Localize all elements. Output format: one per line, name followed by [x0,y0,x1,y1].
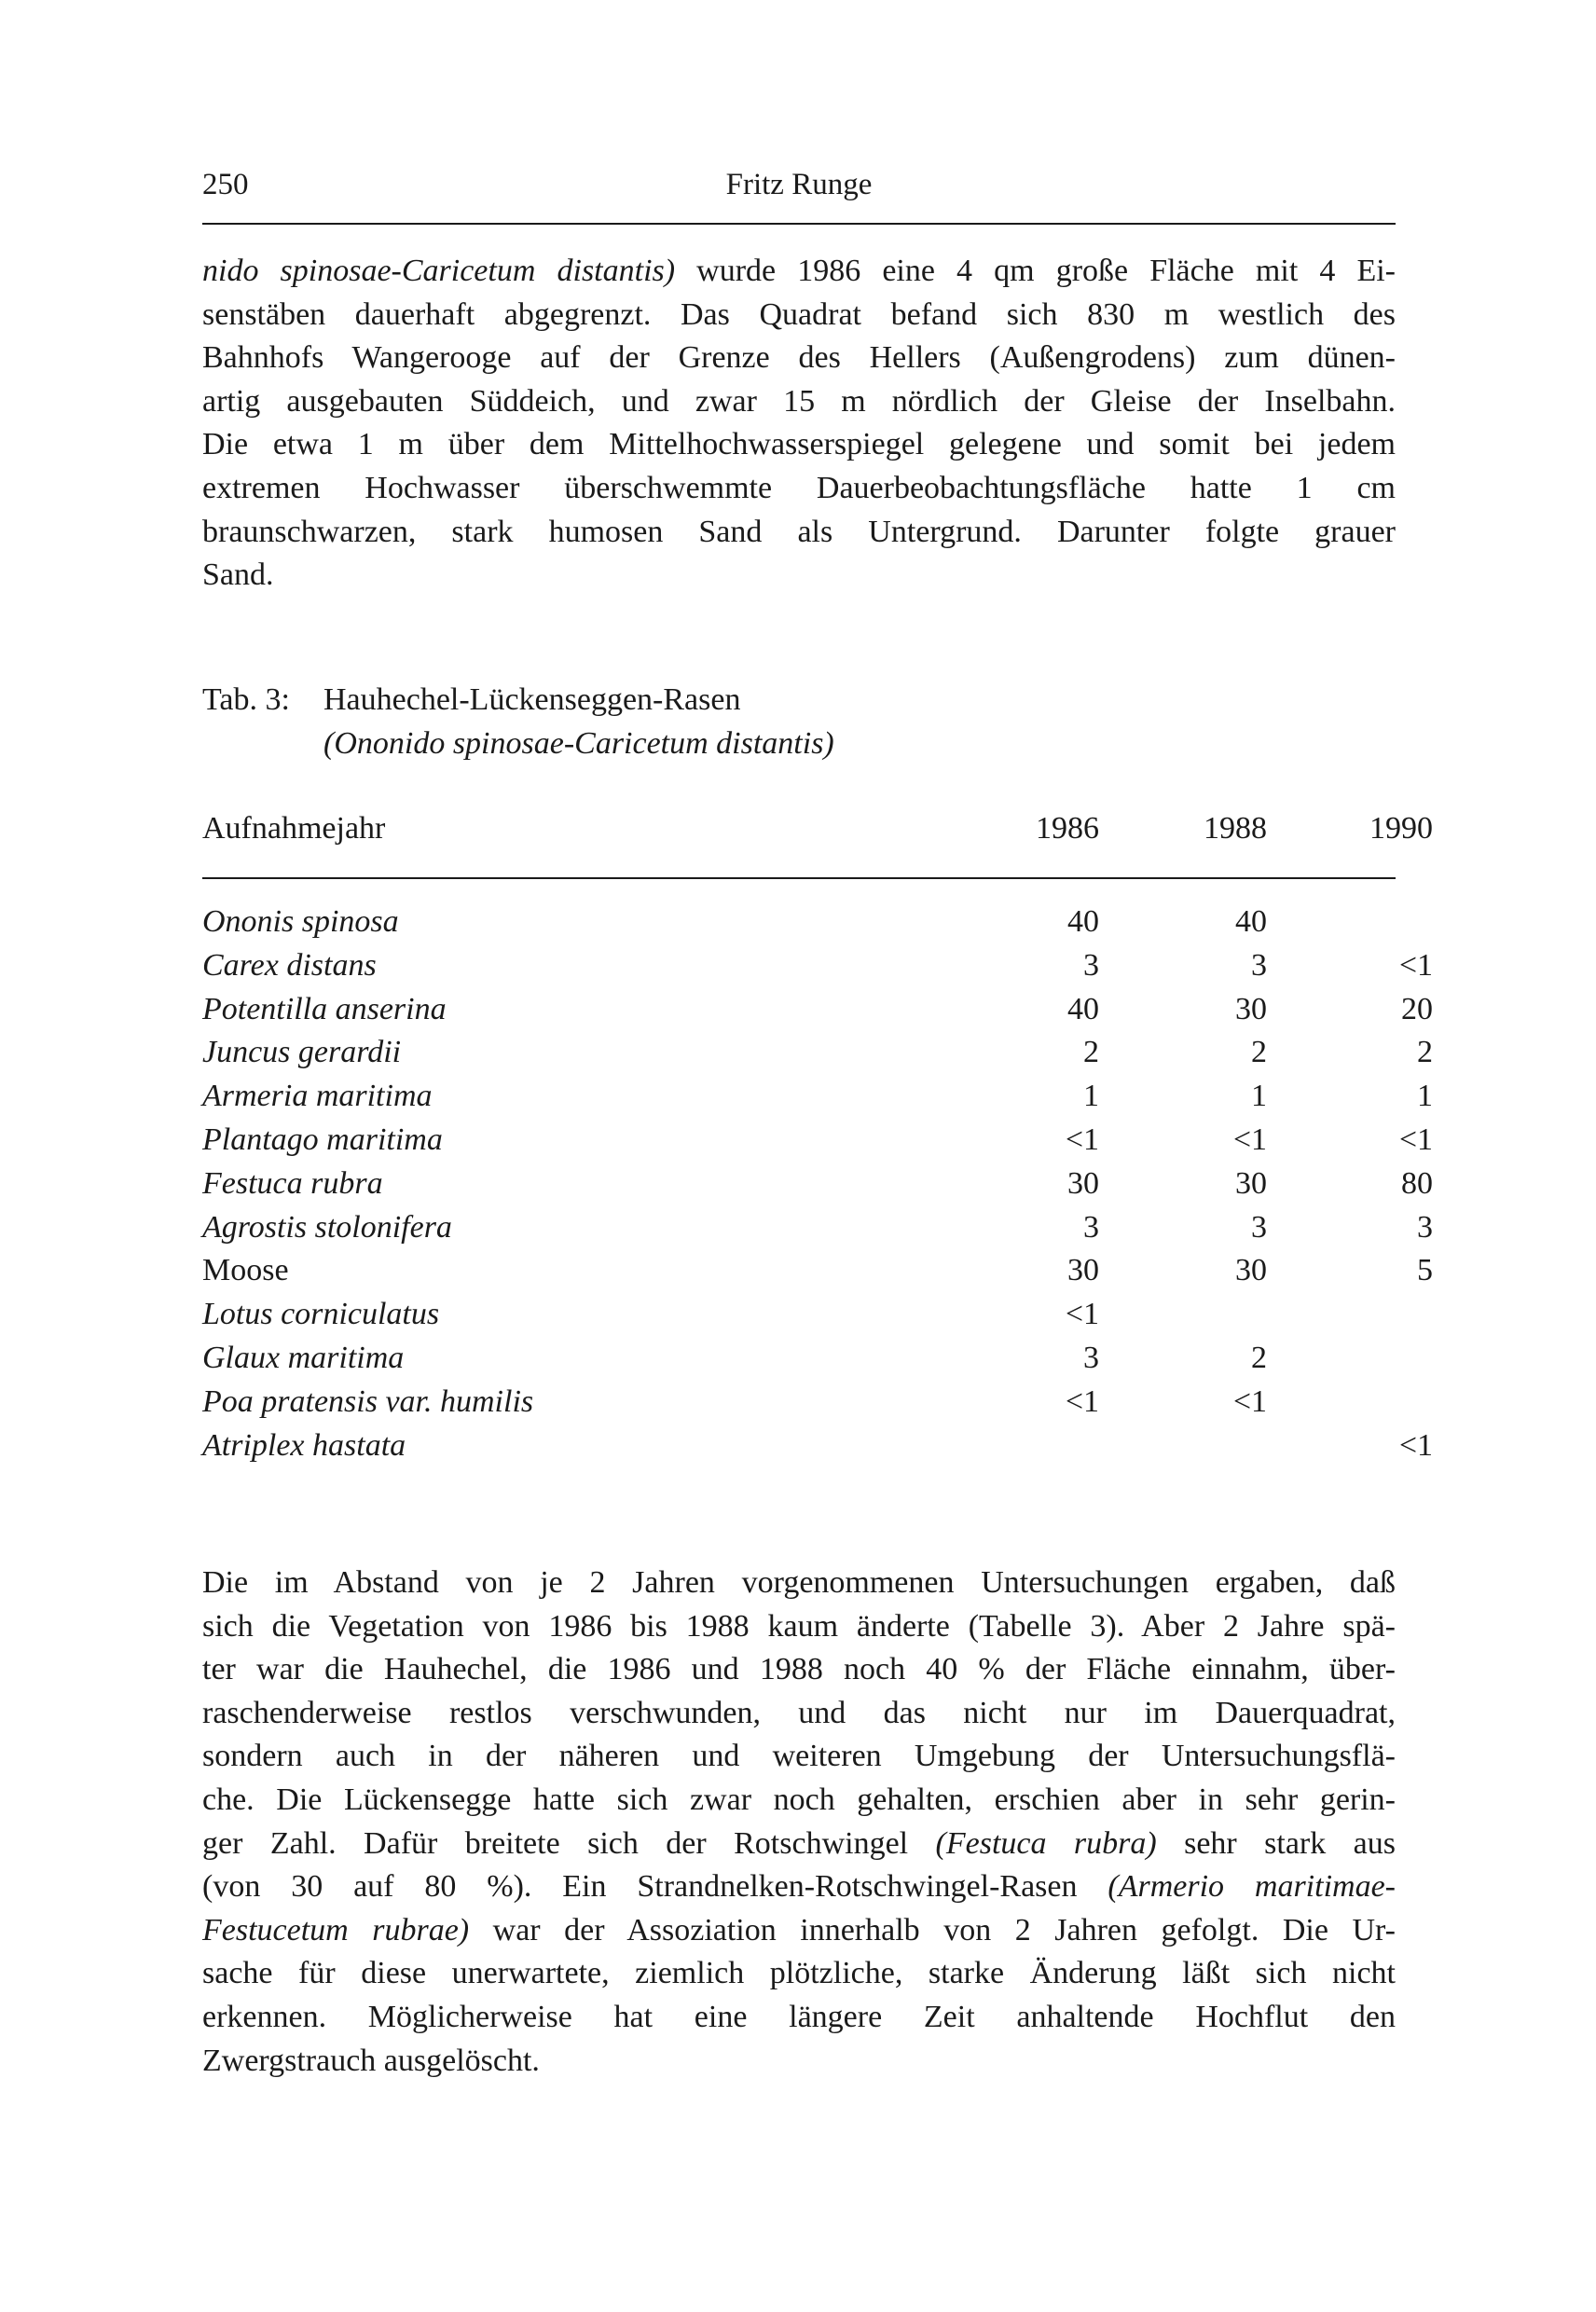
text-run: sich die Vegetation von 1986 bis 1988 kaum änderte (Tabelle 3). Aber 2 Jahre spä- [202,1608,1396,1644]
table-row [202,1427,1433,1472]
cover-value: 40 [1067,991,1099,1026]
cover-value: 40 [1067,904,1099,939]
text-line [202,1605,1396,1649]
text-line [202,337,1396,380]
cover-value: 1 [1251,1079,1267,1114]
species-name: Plantago maritima [202,1122,443,1157]
species-name: Juncus gerardii [202,1035,402,1070]
table-header-year: 1988 [1204,811,1267,846]
cover-value: 40 [1235,904,1267,939]
text-run: sondern auch in der näheren und weiteren Umgebung der Untersuchungsflä- [202,1739,1396,1774]
text-line [202,423,1396,467]
cover-value: 3 [1251,947,1267,983]
cover-value: 2 [1251,1035,1267,1070]
cover-value: 3 [1083,1341,1099,1375]
cover-value: 5 [1417,1253,1433,1288]
table-caption-title: Hauhechel-Lückenseggen-Rasen [323,682,741,717]
text-run: ter war die Hauhechel, die 1986 und 1988 noch 40 % der Fläche einnahm, über- [202,1652,1396,1687]
text-run: (von 30 auf 80 %). Ein Strandnelken-Rotschwingel-Rasen [202,1869,1108,1905]
text-run: Sand. [202,557,274,593]
table-row [202,1122,1433,1166]
table-row [202,904,1396,948]
text-line [202,1692,1396,1736]
text-line [202,1952,1396,1996]
italic-term: (Festuca rubra) [935,1825,1157,1861]
text-run: braunschwarzen, stark humosen Sand als Untergrund. Darunter folgte grauer [202,514,1396,549]
cover-value: 2 [1251,1341,1267,1375]
italic-term: nido spinosae-Caricetum distantis) [202,254,676,288]
cover-value: <1 [1398,1427,1433,1463]
species-name: Glaux maritima [202,1341,405,1375]
table-header-year: 1990 [1369,811,1433,846]
cover-value: 80 [1401,1165,1433,1201]
cover-value: 1 [1083,1079,1099,1114]
cover-value: 3 [1083,1209,1099,1245]
running-head-author: Fritz Runge [725,168,873,201]
table-row [202,1035,1433,1079]
text-run: Bahnhofs Wangerooge auf der Grenze des Hellers (Außengrodens) zum dünen- [202,340,1396,376]
table-row [202,947,1433,992]
cover-value: 30 [1235,991,1267,1026]
text-line [202,1735,1396,1779]
cover-value: 3 [1251,1209,1267,1245]
cover-value: 3 [1417,1209,1433,1245]
text-line [202,1909,1396,1953]
cover-value: 30 [1067,1165,1099,1201]
text-run: sache für diese unerwartete, ziemlich plötzliche, starke Änderung läßt sich nicht [202,1956,1396,1991]
cover-value: <1 [1232,1383,1267,1419]
cover-value: <1 [1065,1297,1099,1332]
text-run: senstäben dauerhaft abgegrenzt. Das Quadrat befand sich 830 m westlich des [202,296,1396,332]
cover-value: <1 [1398,1122,1433,1157]
italic-term: (Armerio maritimae- [1108,1869,1396,1905]
text-line [202,2040,1396,2084]
species-name: Armeria maritima [202,1079,433,1114]
text-line [202,1996,1396,2040]
text-line [202,380,1396,424]
text-line [202,1865,1396,1909]
species-name: Festuca rubra [202,1165,383,1201]
table-row [202,1384,1396,1428]
table-header-year: 1986 [1036,811,1099,846]
cover-value: <1 [1065,1383,1099,1419]
table-caption-label: Tab. 3: [202,682,290,717]
italic-term: Festucetum rubrae) [202,1912,470,1947]
cover-value: 1 [1417,1079,1433,1114]
paragraph-discussion [202,1562,1396,2083]
species-name: Moose [202,1253,289,1288]
cover-value: 30 [1067,1253,1099,1288]
table-header-label: Aufnahmejahr [202,811,386,846]
cover-value: 20 [1401,991,1433,1026]
text-run: che. Die Lückensegge hatte sich zwar noch gehalten, erschien aber in sehr gerin- [202,1782,1396,1817]
text-run: war der Assoziation innerhalb von 2 Jahren gefolgt. Die Ur- [469,1912,1396,1947]
table-caption-subtitle: (Ononido spinosae-Caricetum distantis) [323,726,834,761]
text-line [202,1648,1396,1692]
cover-value: 30 [1235,1253,1267,1288]
text-line [202,554,1396,598]
table-row [202,1297,1396,1341]
text-run: Die etwa 1 m über dem Mittelhochwasserspiegel gelegene und somit bei jedem [202,427,1396,462]
table-row [202,991,1433,1036]
paragraph-intro [202,250,1396,598]
table-row [202,1165,1433,1210]
table-header-rule [202,877,1396,879]
table-row [202,1253,1433,1297]
text-line [202,1779,1396,1823]
text-line [202,294,1396,337]
cover-value: 3 [1083,947,1099,983]
text-line [202,511,1396,555]
species-name: Lotus corniculatus [202,1297,440,1332]
cover-value: 2 [1417,1035,1433,1070]
text-run: Die im Abstand von je 2 Jahren vorgenommenen Untersuchungen ergaben, daß [202,1565,1396,1600]
species-name: Poa pratensis var. humilis [202,1383,534,1419]
text-run: ger Zahl. Dafür breitete sich der Rotschwingel [202,1825,936,1861]
text-run: extremen Hochwasser überschwemmte Dauerbeobachtungsfläche hatte 1 cm [202,470,1396,505]
table-row [202,1341,1396,1384]
table-row [202,1079,1433,1122]
text-run: artig ausgebauten Süddeich, und zwar 15 m nördlich der Gleise der Inselbahn. [202,383,1396,419]
cover-value: <1 [1398,947,1433,983]
cover-value: 30 [1235,1165,1267,1201]
text-line [202,467,1396,511]
cover-value: <1 [1065,1122,1099,1157]
text-run: sehr stark aus [1156,1825,1396,1861]
text-run: wurde 1986 eine 4 qm große Fläche mit 4 Ei- [675,254,1396,288]
text-line [202,1823,1396,1866]
species-name: Potentilla anserina [202,991,447,1026]
species-name: Ononis spinosa [202,904,399,939]
cover-value: <1 [1232,1122,1267,1157]
species-name: Agrostis stolonifera [202,1209,452,1245]
page-number: 250 [202,168,249,201]
table-row [202,1209,1433,1254]
table-header-row [202,811,1433,858]
text-run: Zwergstrauch ausgelöscht. [202,2043,540,2078]
header-rule [202,223,1396,225]
species-name: Atriplex hastata [202,1427,406,1463]
text-run: raschenderweise restlos verschwunden, und das nicht nur im Dauerquadrat, [202,1695,1396,1730]
text-run: erkennen. Möglicherweise hat eine längere Zeit anhaltende Hochflut den [202,1999,1396,2034]
text-line [202,250,1396,294]
text-line [202,1562,1396,1605]
cover-value: 2 [1083,1035,1099,1070]
species-name: Carex distans [202,947,377,983]
running-head [202,168,1396,214]
